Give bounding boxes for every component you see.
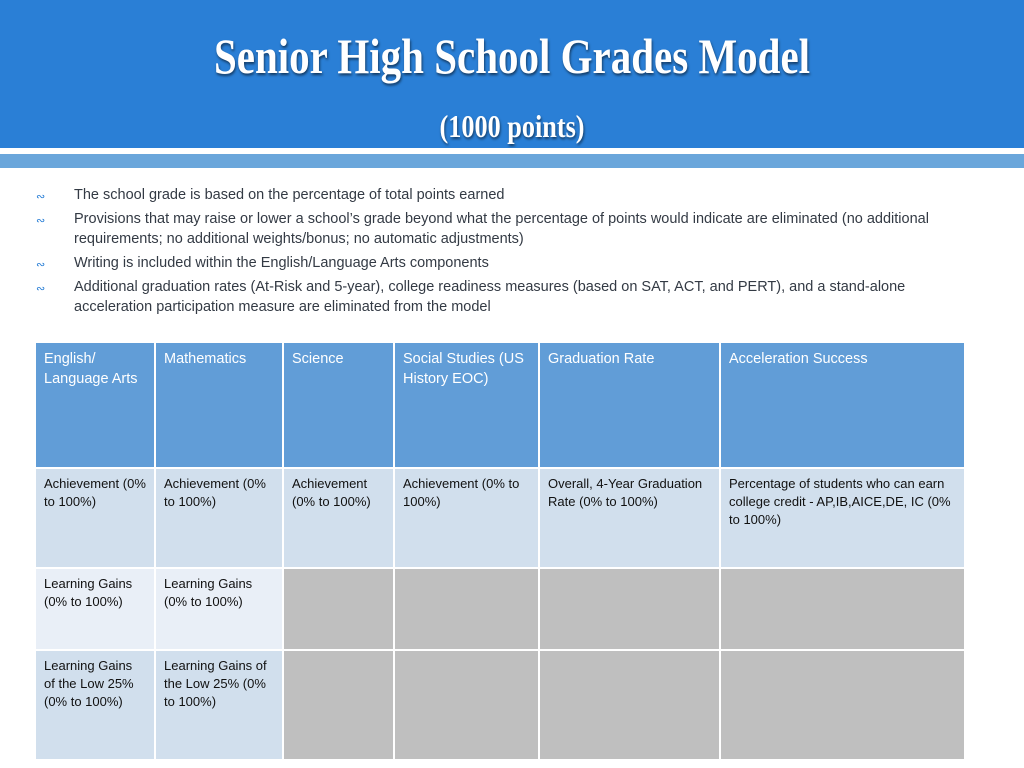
table-cell: Learning Gains of the Low 25% (0% to 100%) xyxy=(155,650,283,760)
table-cell: Percentage of students who can earn college credit - AP,IB,AICE,DE, IC (0% to 100%) xyxy=(720,468,965,568)
table-row xyxy=(35,568,965,650)
table-cell: Learning Gains (0% to 100%) xyxy=(155,568,283,650)
bullet-text: Writing is included within the English/Language Arts components xyxy=(74,255,489,271)
empty-cell xyxy=(539,650,720,760)
table-row xyxy=(35,468,965,568)
empty-cell xyxy=(394,650,539,760)
empty-cell xyxy=(283,650,394,760)
bullet-list xyxy=(36,185,976,321)
table-cell: Achievement (0% to 100%) xyxy=(394,468,539,568)
grades-table xyxy=(34,341,966,761)
table-cell: Learning Gains (0% to 100%) xyxy=(35,568,155,650)
table-header-row xyxy=(35,342,965,468)
table-cell: Overall, 4-Year Graduation Rate (0% to 100%) xyxy=(539,468,720,568)
empty-cell xyxy=(720,650,965,760)
table-cell: Achievement (0% to 100%) xyxy=(35,468,155,568)
column-header: Science xyxy=(283,342,394,468)
table-cell: Achievement (0% to 100%) xyxy=(283,468,394,568)
column-header: Mathematics xyxy=(155,342,283,468)
curly-arrows-icon: ∾ xyxy=(36,259,46,271)
curly-arrows-icon: ∾ xyxy=(36,191,46,203)
slide-title: Senior High School Grades Model xyxy=(213,28,811,84)
bullet-item xyxy=(36,185,976,205)
curly-arrows-icon: ∾ xyxy=(36,215,46,227)
table-row xyxy=(35,650,965,760)
accent-band xyxy=(0,154,1024,168)
bullet-item xyxy=(36,277,976,317)
empty-cell xyxy=(394,568,539,650)
title-banner xyxy=(0,0,1024,148)
bullet-text: Additional graduation rates (At-Risk and 5-year), college readiness measures (based on SAT, ACT, and PERT), and a stand-alone acceleration participation measure are eliminated from the model xyxy=(74,279,906,315)
column-header: Graduation Rate xyxy=(539,342,720,468)
bullet-text: Provisions that may raise or lower a school’s grade beyond what the percentage of points would indicate are eliminated (no additional requirements; no additional weights/bonus; no automatic adjustments) xyxy=(74,211,929,247)
curly-arrows-icon: ∾ xyxy=(36,283,46,295)
empty-cell xyxy=(720,568,965,650)
bullet-item xyxy=(36,253,976,273)
column-header: English/ Language Arts xyxy=(35,342,155,468)
column-header: Social Studies (US History EOC) xyxy=(394,342,539,468)
column-header: Acceleration Success xyxy=(720,342,965,468)
empty-cell xyxy=(283,568,394,650)
table-cell: Learning Gains of the Low 25% (0% to 100%) xyxy=(35,650,155,760)
empty-cell xyxy=(539,568,720,650)
table-cell: Achievement (0% to 100%) xyxy=(155,468,283,568)
slide-subtitle: (1000 points) xyxy=(439,108,585,144)
bullet-item xyxy=(36,209,976,249)
bullet-text: The school grade is based on the percentage of total points earned xyxy=(74,187,505,203)
